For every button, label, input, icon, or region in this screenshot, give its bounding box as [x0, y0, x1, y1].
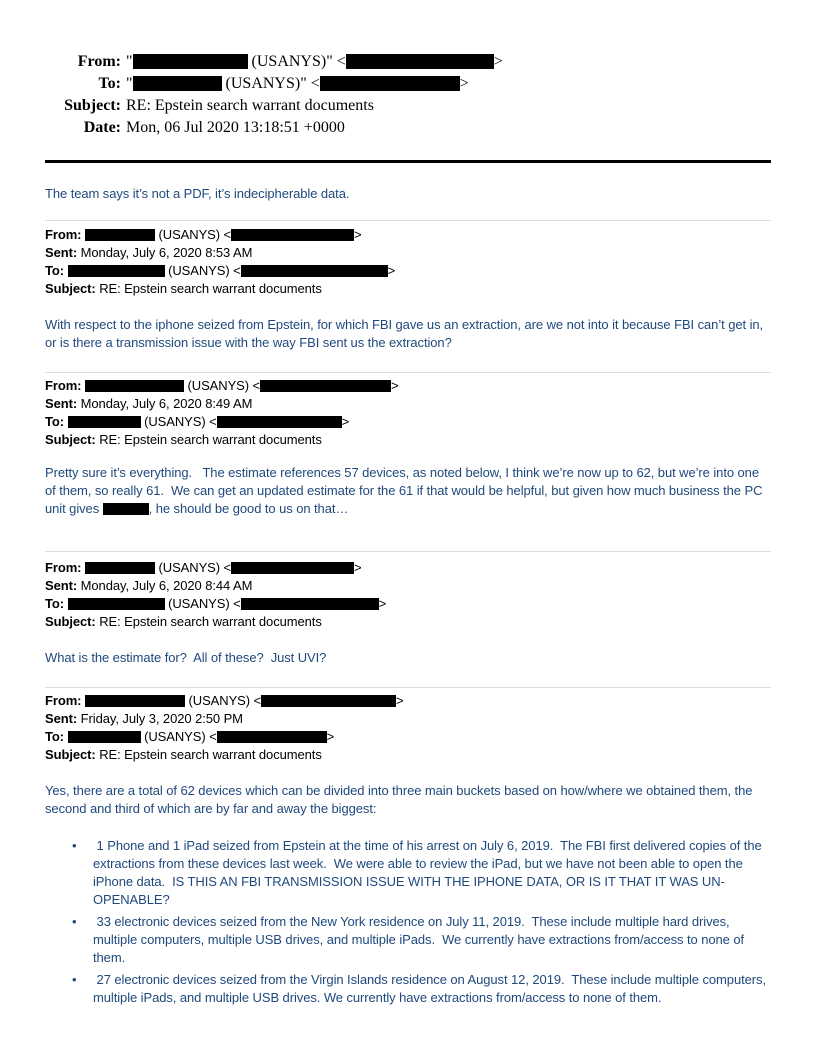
- redaction-bar: [217, 731, 327, 743]
- redaction-bar: [68, 731, 141, 743]
- to-label: To:: [45, 729, 65, 744]
- to-close-bracket: >: [341, 414, 350, 429]
- redaction-bar: [346, 54, 494, 69]
- redaction-bar: [133, 76, 222, 91]
- message-separator: [45, 220, 771, 221]
- to-open-quote: ": [126, 75, 133, 92]
- header-divider-rule: [45, 160, 771, 163]
- from-usanys-text: (USANYS) <: [183, 378, 261, 393]
- subject-row: [45, 613, 771, 631]
- from-close-bracket: >: [493, 53, 503, 70]
- from-row: [45, 226, 771, 244]
- to-label: To:: [45, 414, 65, 429]
- to-usanys-text: (USANYS)" <: [221, 75, 320, 92]
- device-bucket-list: [45, 837, 771, 1007]
- message-body-1: With respect to the iphone seized from Epstein, for which FBI gave us an extraction, are we not into it because FBI can’t get in, or is there a transmission issue with the way FBI sent us the extraction?: [45, 317, 767, 350]
- to-usanys-text: (USANYS) <: [164, 263, 241, 278]
- subject-value: RE: Epstein search warrant documents: [99, 747, 322, 762]
- message-separator: [45, 551, 771, 552]
- date-label: Date:: [83, 119, 121, 136]
- to-close-bracket: >: [459, 75, 469, 92]
- redaction-bar: [241, 265, 388, 277]
- from-row: [45, 377, 771, 395]
- subject-value: RE: Epstein search warrant documents: [99, 614, 322, 629]
- to-value: [126, 73, 469, 95]
- letterhead-date-row: [45, 117, 771, 139]
- sent-value: Monday, July 6, 2020 8:53 AM: [80, 245, 253, 260]
- letterhead-from-row: [45, 51, 771, 73]
- sent-label: Sent:: [45, 711, 78, 726]
- sent-label: Sent:: [45, 578, 78, 593]
- subject-row: [45, 431, 771, 449]
- sent-label: Sent:: [45, 245, 78, 260]
- quoted-header-3: [45, 559, 771, 631]
- sent-value: Friday, July 3, 2020 2:50 PM: [80, 711, 243, 726]
- message-body-2: [45, 464, 771, 518]
- from-usanys-text: (USANYS) <: [184, 693, 262, 708]
- to-label: To:: [98, 75, 121, 92]
- subject-value: RE: Epstein search warrant documents: [99, 432, 322, 447]
- redaction-bar: [85, 562, 155, 574]
- subject-value: RE: Epstein search warrant documents: [99, 281, 322, 296]
- message-body-top: The team says it’s not a PDF, it’s indecipherable data.: [45, 186, 350, 201]
- sent-value: Monday, July 6, 2020 8:49 AM: [80, 396, 253, 411]
- redaction-bar: [231, 562, 354, 574]
- redaction-bar: [217, 416, 342, 428]
- redaction-bar: [68, 416, 141, 428]
- message-separator: [45, 372, 771, 373]
- redaction-bar: [85, 229, 155, 241]
- to-row: [45, 262, 771, 280]
- redaction-bar: [103, 503, 149, 515]
- quoted-header-4: [45, 692, 771, 764]
- redaction-bar: [231, 229, 354, 241]
- from-usanys-text: (USANYS) <: [154, 560, 232, 575]
- redaction-bar: [320, 76, 460, 91]
- to-row: [45, 728, 771, 746]
- body-text: Pretty sure it’s everything. The estimate references 57 devices, as noted below, I think we’re now up to 62, but we’re into one of them, so really 61. We can get an updated estimate for the 61 if that would be helpful, but given how much business the PC unit gives: [45, 465, 766, 516]
- quoted-header-2: [45, 377, 771, 449]
- to-close-bracket: >: [387, 263, 396, 278]
- redaction-bar: [85, 695, 185, 707]
- to-usanys-text: (USANYS) <: [164, 596, 241, 611]
- from-row: [45, 692, 771, 710]
- subject-label: Subject:: [45, 281, 96, 296]
- from-label: From:: [45, 693, 82, 708]
- redaction-bar: [68, 598, 165, 610]
- to-close-bracket: >: [378, 596, 387, 611]
- from-label: From:: [45, 560, 82, 575]
- subject-label: Subject:: [45, 432, 96, 447]
- from-label: From:: [77, 53, 121, 70]
- from-usanys-text: (USANYS)" <: [247, 53, 346, 70]
- sent-value: Monday, July 6, 2020 8:44 AM: [80, 578, 253, 593]
- redaction-bar: [241, 598, 379, 610]
- list-item: • 33 electronic devices seized from the New York residence on July 11, 2019. These include multiple hard drives, multiple computers, multiple USB drives, and multiple iPads. We currently have extractions from/access to none of them.: [45, 913, 771, 967]
- from-row: [45, 559, 771, 577]
- sent-row: [45, 710, 771, 728]
- redaction-bar: [133, 54, 248, 69]
- to-usanys-text: (USANYS) <: [140, 414, 217, 429]
- body-text: , he should be good to us on that…: [148, 501, 349, 516]
- redaction-bar: [68, 265, 165, 277]
- from-close-bracket: >: [354, 227, 362, 242]
- to-close-bracket: >: [326, 729, 335, 744]
- to-row: [45, 595, 771, 613]
- subject-row: [45, 746, 771, 764]
- message-body-3: What is the estimate for? All of these? Just UVI?: [45, 650, 327, 665]
- from-close-bracket: >: [391, 378, 399, 393]
- redaction-bar: [261, 695, 396, 707]
- date-value: Mon, 06 Jul 2020 13:18:51 +0000: [126, 119, 345, 136]
- letterhead-to-row: [45, 73, 771, 95]
- sent-label: Sent:: [45, 396, 78, 411]
- to-label: To:: [45, 596, 65, 611]
- subject-label: Subject:: [64, 97, 121, 114]
- list-item: • 27 electronic devices seized from the Virgin Islands residence on August 12, 2019. These include multiple computers, multiple iPads, and multiple USB drives. We currently have extractions from/access to none of them.: [45, 971, 771, 1007]
- subject-value: RE: Epstein search warrant documents: [126, 97, 374, 114]
- redaction-bar: [260, 380, 391, 392]
- letterhead-subject-row: [45, 95, 771, 117]
- from-value: [126, 51, 503, 73]
- from-label: From:: [45, 227, 82, 242]
- sent-row: [45, 395, 771, 413]
- subject-label: Subject:: [45, 614, 96, 629]
- subject-label: Subject:: [45, 747, 96, 762]
- to-label: To:: [45, 263, 65, 278]
- to-usanys-text: (USANYS) <: [140, 729, 217, 744]
- message-separator: [45, 687, 771, 688]
- redaction-bar: [85, 380, 184, 392]
- from-usanys-text: (USANYS) <: [154, 227, 232, 242]
- email-letterhead: [45, 0, 771, 139]
- message-body-4-intro: Yes, there are a total of 62 devices which can be divided into three main buckets based on how/where we obtained them, the second and third of which are by far and away the biggest:: [45, 783, 756, 816]
- subject-row: [45, 280, 771, 298]
- quoted-header-1: [45, 226, 771, 298]
- from-label: From:: [45, 378, 82, 393]
- list-item: • 1 Phone and 1 iPad seized from Epstein at the time of his arrest on July 6, 2019. The FBI first delivered copies of the extractions from these devices last week. We were able to review the iPad, but we have not been able to open the iPhone data. IS THIS AN FBI TRANSMISSION ISSUE WITH THE IPHONE DATA, OR IS IT THAT IT WAS UN-OPENABLE?: [45, 837, 771, 909]
- from-close-bracket: >: [354, 560, 362, 575]
- from-open-quote: ": [126, 53, 133, 70]
- from-close-bracket: >: [396, 693, 404, 708]
- sent-row: [45, 577, 771, 595]
- to-row: [45, 413, 771, 431]
- sent-row: [45, 244, 771, 262]
